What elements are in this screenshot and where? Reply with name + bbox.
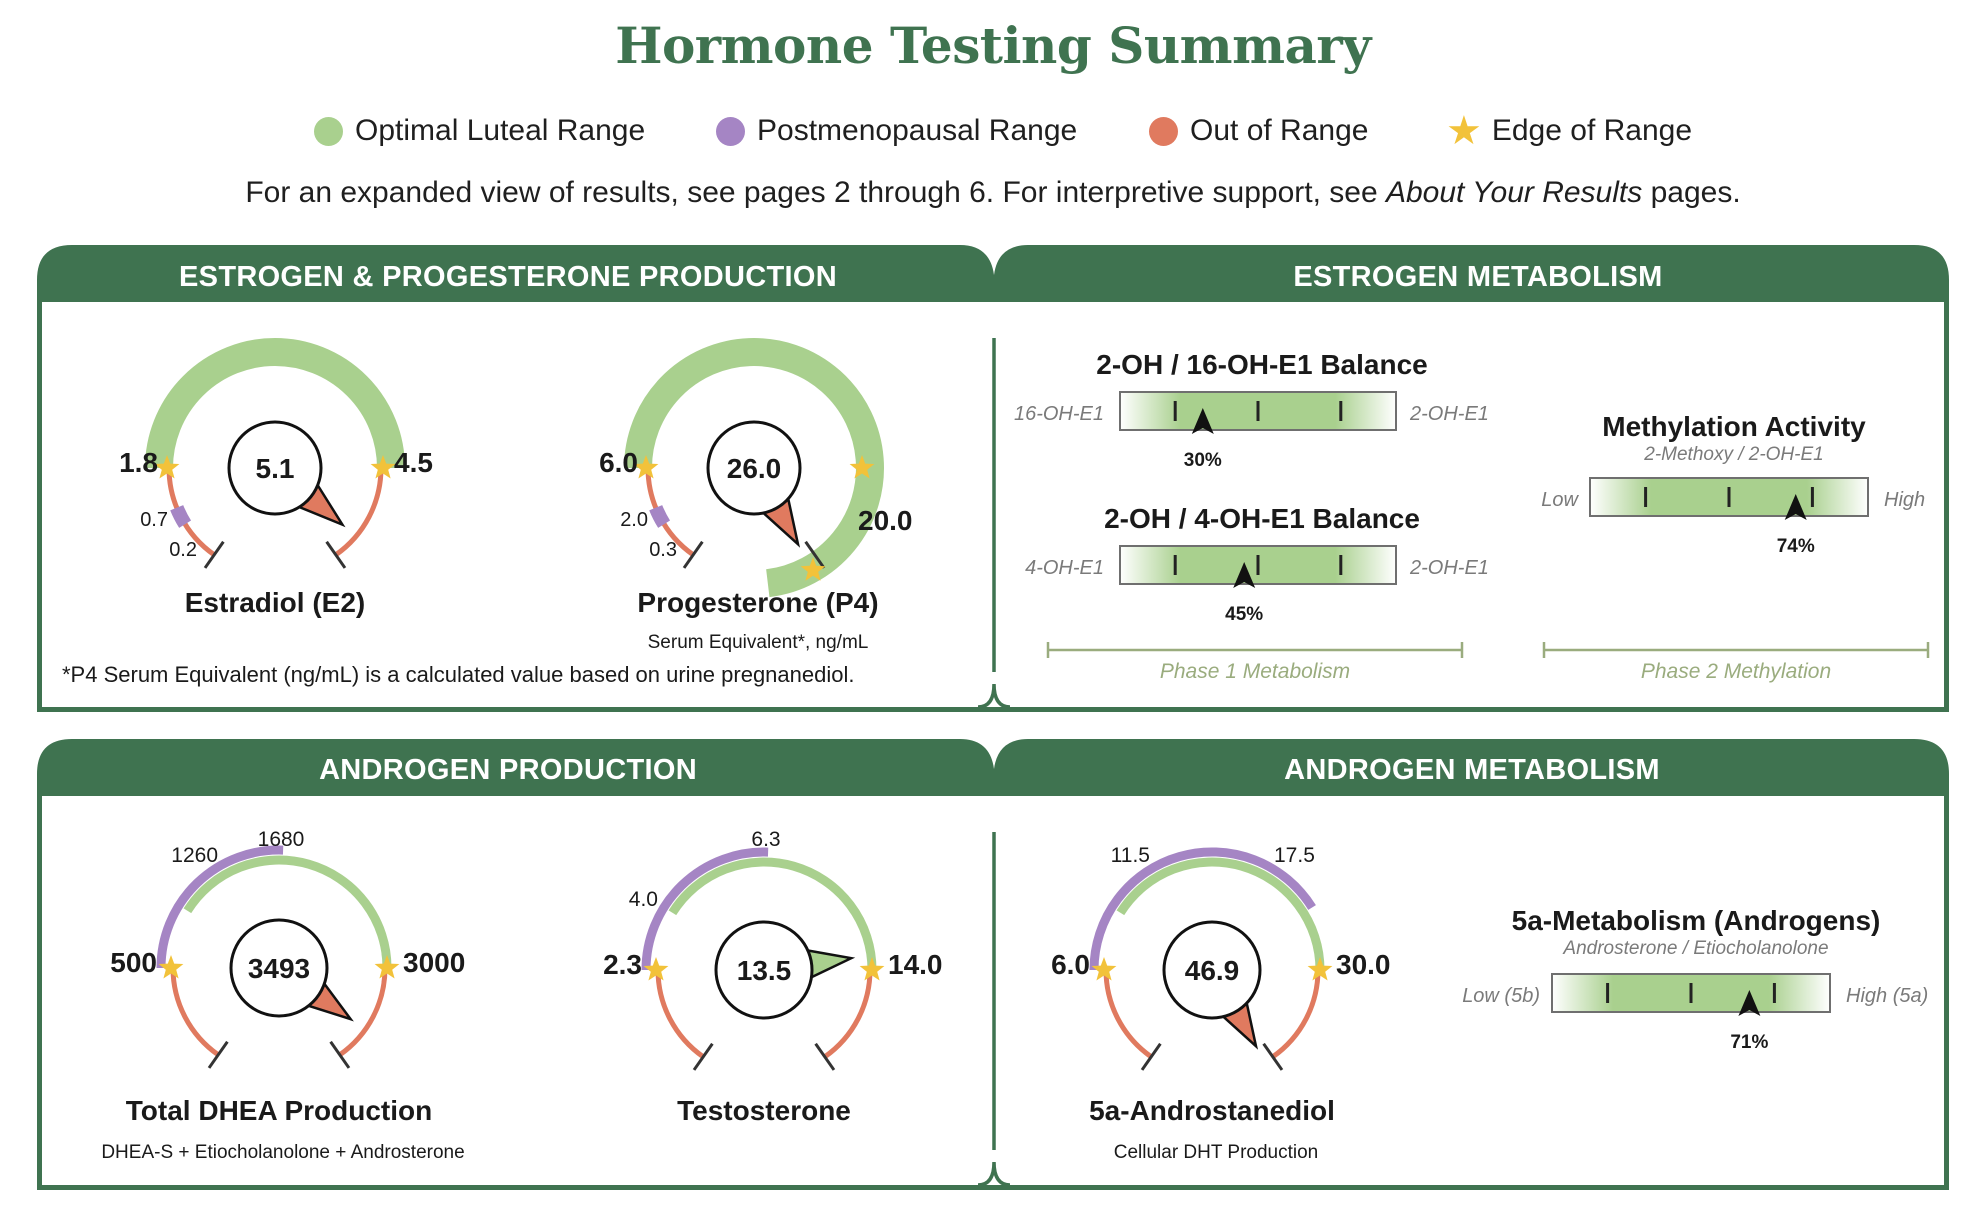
gauge-name: Progesterone (P4): [637, 587, 879, 618]
balance-title: 5a-Metabolism (Androgens): [1511, 905, 1881, 936]
gauge-post-high: 1680: [257, 828, 305, 851]
balance-right-label: 2-OH-E1: [1410, 403, 1489, 425]
legend-label: Postmenopausal Range: [757, 114, 1078, 147]
panel-title-estrogen-production: ESTROGEN & PROGESTERONE PRODUCTION: [179, 261, 837, 293]
balance-left-label: Low: [1541, 489, 1578, 511]
gauge-name: Estradiol (E2): [184, 587, 366, 618]
gauge-optimal-low: 6.0: [599, 447, 638, 478]
gauge-caption: DHEA-S + Etiocholanolone + Androsterone: [101, 1142, 465, 1163]
gauge-post-high: 0.7: [140, 509, 168, 531]
gauge-value: 26.0: [726, 453, 782, 484]
gauge-optimal-low: 6.0: [1051, 949, 1090, 980]
panel-title-androgen-metabolism: ANDROGEN METABOLISM: [1284, 754, 1660, 786]
gauge-optimal-high: 4.5: [394, 447, 433, 478]
balance-percent: 45%: [1225, 604, 1264, 625]
balance-percent: 30%: [1183, 450, 1222, 471]
subtitle-text-end: pages.: [1642, 176, 1741, 209]
panel-title-estrogen-metabolism: ESTROGEN METABOLISM: [1293, 261, 1663, 293]
legend-label: Edge of Range: [1491, 114, 1693, 147]
gauge-value: 13.5: [736, 955, 792, 986]
gauge-value: 3493: [247, 953, 311, 984]
balance-right-label: High (5a): [1846, 985, 1929, 1007]
footnote: *P4 Serum Equivalent (ng/mL) is a calculated value based on urine pregnanediol.: [62, 662, 855, 687]
balance-right-label: High: [1884, 489, 1926, 511]
balance-left-label: 16-OH-E1: [1013, 403, 1104, 425]
gauge-optimal-low: 500: [110, 947, 157, 978]
balance-percent: 71%: [1730, 1032, 1769, 1053]
balance-percent: 74%: [1776, 536, 1815, 557]
gauge-optimal-high: 30.0: [1336, 949, 1391, 980]
legend-label: Out of Range: [1190, 114, 1369, 147]
postmenopausal-range-arc: [177, 508, 185, 525]
gauge-name: Total DHEA Production: [125, 1095, 433, 1126]
star-icon: ★: [1446, 109, 1482, 153]
postmenopausal-range-arc: [656, 508, 664, 525]
gauge-post-low: 4.0: [628, 888, 658, 911]
gauge-post-high: 17.5: [1274, 844, 1315, 867]
gauge-post-low: 0.3: [649, 539, 677, 561]
subtitle-text: For an expanded view of results, see pages 2 through 6. For interpretive support, see: [245, 176, 1386, 209]
gauge-post-low: 11.5: [1110, 844, 1150, 867]
balance-left-label: Low (5b): [1462, 985, 1540, 1007]
gauge-caption: Serum Equivalent*, ng/mL: [647, 632, 869, 653]
gauge-optimal-low: 2.3: [603, 949, 642, 980]
gauge-caption: Cellular DHT Production: [1113, 1142, 1319, 1163]
gauge-optimal-high: 3000: [403, 947, 466, 978]
balance-left-label: 4-OH-E1: [1025, 557, 1104, 579]
balance-subtitle: 2-Methoxy / 2-OH-E1: [1644, 444, 1824, 465]
gauge-post-high: 2.0: [620, 509, 648, 531]
legend-label: Optimal Luteal Range: [355, 114, 646, 147]
gauge-value: 46.9: [1184, 955, 1240, 986]
gauge-name: Testosterone: [677, 1095, 851, 1126]
gauge-optimal-high: 20.0: [858, 505, 913, 536]
gauge-value: 5.1: [255, 453, 295, 484]
gauge-post-low: 0.2: [169, 539, 197, 561]
phase-label: Phase 2 Methylation: [1640, 660, 1832, 683]
subtitle-emphasis: About Your Results: [1385, 176, 1643, 209]
phase-label: Phase 1 Metabolism: [1159, 660, 1351, 683]
gauge-post-high: 6.3: [751, 828, 781, 851]
balance-title: Methylation Activity: [1602, 411, 1866, 442]
panel-title-androgen-production: ANDROGEN PRODUCTION: [319, 754, 697, 786]
page-title: Hormone Testing Summary: [615, 16, 1371, 75]
balance-title: 2-OH / 16-OH-E1 Balance: [1096, 349, 1428, 380]
gauge-optimal-high: 14.0: [888, 949, 943, 980]
balance-title: 2-OH / 4-OH-E1 Balance: [1104, 503, 1420, 534]
balance-subtitle: Androsterone / Etiocholanolone: [1563, 938, 1829, 959]
gauge-name: 5a-Androstanediol: [1089, 1095, 1335, 1126]
gauge-post-low: 1260: [171, 844, 218, 867]
gauge-optimal-low: 1.8: [119, 447, 158, 478]
balance-right-label: 2-OH-E1: [1410, 557, 1489, 579]
